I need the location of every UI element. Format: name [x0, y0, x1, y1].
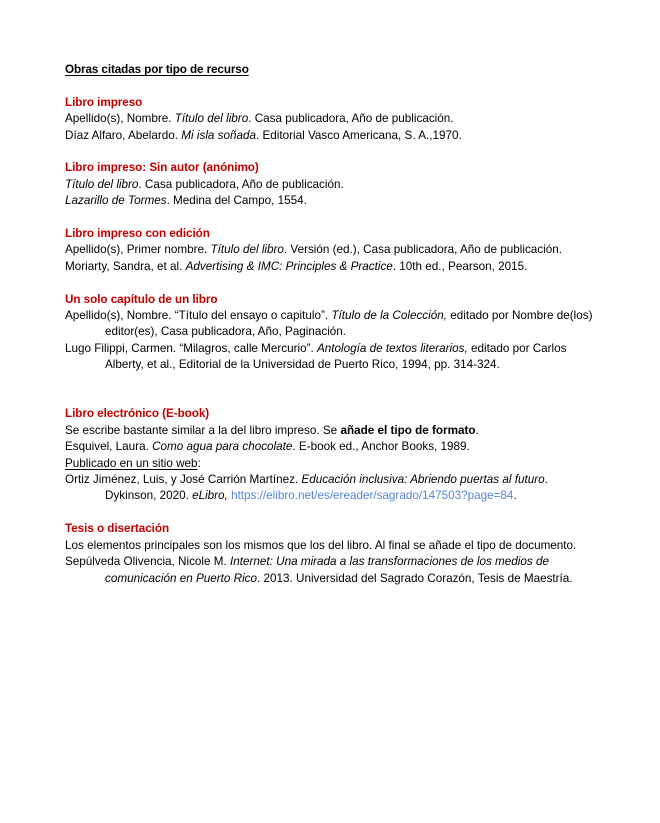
subheading-label: Publicado en un sitio web [65, 456, 198, 470]
citation-part: Lugo Filippi, Carmen. “Milagros, calle Mercurio”. [65, 341, 318, 355]
citation-part: editado por Carlos Alberty, et al., Editorial de la Universidad de Puerto Rico, 1994, pp. 314-324. [105, 341, 567, 372]
section-heading: Libro electrónico (E-book) [65, 407, 210, 421]
citation-title-italic: Antología de textos literarios, [317, 341, 468, 355]
citation-part: . [513, 489, 517, 503]
citation-part: . Medina del Campo, 1554. [166, 194, 307, 208]
citation-part: . Dykinson, 2020. [105, 473, 548, 503]
citation-title-italic: Título del libro [174, 112, 249, 126]
citation-part: Sepúlveda Olivencia, Nicole M. [65, 555, 231, 569]
section-sin-autor [65, 160, 598, 209]
citation-example [65, 193, 598, 209]
section-capitulo-libro [65, 292, 598, 374]
section-tesis-disertacion [65, 521, 598, 587]
section-heading: Libro impreso con edición [65, 227, 210, 241]
citation-title-italic: Como agua para chocolate [152, 440, 293, 454]
citation-url-link[interactable]: https://elibro.net/es/ereader/sagrado/147503?page=84 [231, 489, 514, 503]
citation-part: Apellido(s), Primer nombre. [65, 243, 211, 257]
spacer [65, 275, 598, 291]
citation-part: Díaz Alfaro, Abelardo. [65, 128, 182, 142]
spacer [65, 210, 598, 226]
citation-database-italic: eLibro, [192, 489, 228, 503]
citation-title-italic: Internet: Una mirada a las transformaciones de los medios de comunicación en Puerto Rico [105, 555, 549, 585]
citation-part: Apellido(s), Nombre. [65, 112, 175, 126]
citation-part: . 10th ed., Pearson, 2015. [392, 259, 528, 273]
section-libro-electronico [65, 406, 598, 504]
citation-title-italic: Advertising & IMC: Principles & Practice [185, 259, 393, 273]
section-note [65, 423, 577, 439]
citation-example [65, 439, 598, 455]
citation-template [65, 242, 598, 258]
citation-part: . Versión (ed.), Casa publicadora, Año de publicación. [283, 243, 562, 257]
citation-part: Esquivel, Laura. [65, 440, 153, 454]
citation-title-italic: Título del libro [210, 243, 284, 257]
citation-title-italic: Título del libro [65, 177, 139, 191]
citation-part: . Casa publicadora, Año de publicación. [138, 177, 344, 191]
note-part: . [475, 423, 479, 437]
section-note: Los elementos principales son los mismos que los del libro. Al final se añade el tipo de documento. [65, 538, 577, 552]
citation-part: . 2013. Universidad del Sagrado Corazón, Tesis de Maestría. [257, 571, 573, 585]
citation-title-italic: Educación inclusiva: Abriendo puertas al futuro [301, 473, 545, 487]
section-heading: Libro impreso: Sin autor (anónimo) [65, 161, 259, 175]
citation-template [65, 111, 598, 127]
subheading-sitio-web [65, 456, 577, 472]
section-libro-impreso [65, 95, 598, 144]
citation-example [65, 554, 598, 587]
citation-title-italic: Título de la Colección, [331, 309, 447, 323]
spacer [65, 144, 598, 160]
citation-template [65, 308, 598, 341]
citation-title-italic: Lazarillo de Tormes [65, 194, 167, 208]
citation-template [65, 177, 598, 193]
citation-example [65, 341, 598, 374]
citation-part: Moriarty, Sandra, et al. [65, 259, 186, 273]
citation-example [65, 128, 598, 144]
spacer [65, 78, 598, 94]
citation-part: . Editorial Vasco Americana, S. A.,1970. [256, 128, 462, 142]
section-con-edicion [65, 226, 598, 275]
citation-example-web [65, 472, 598, 505]
citation-part: editado por Nombre de(los) editor(es), Casa publicadora, Año, Paginación. [105, 309, 593, 339]
citation-part: . Casa publicadora, Año de publicación. [248, 112, 454, 126]
page-title: Obras citadas por tipo de recurso [65, 63, 249, 76]
subheading-colon: : [197, 456, 201, 470]
note-emphasis: añade el tipo de formato [340, 423, 476, 437]
spacer [65, 505, 598, 521]
citation-part: Ortiz Jiménez, Luis, y José Carrión Martínez. [65, 473, 302, 487]
spacer-large [65, 374, 598, 407]
note-part: Se escribe bastante similar a la del libro impreso. Se [65, 423, 341, 437]
citation-part: Apellido(s), Nombre. “Título del ensayo o capitulo”. [65, 309, 332, 323]
citation-title-italic: Mi isla soñada [181, 128, 257, 142]
section-heading: Un solo capítulo de un libro [65, 292, 218, 306]
section-heading: Tesis o disertación [65, 522, 170, 536]
citation-example [65, 259, 598, 275]
section-heading: Libro impreso [65, 95, 143, 109]
citation-part: . E-book ed., Anchor Books, 1989. [292, 440, 470, 454]
